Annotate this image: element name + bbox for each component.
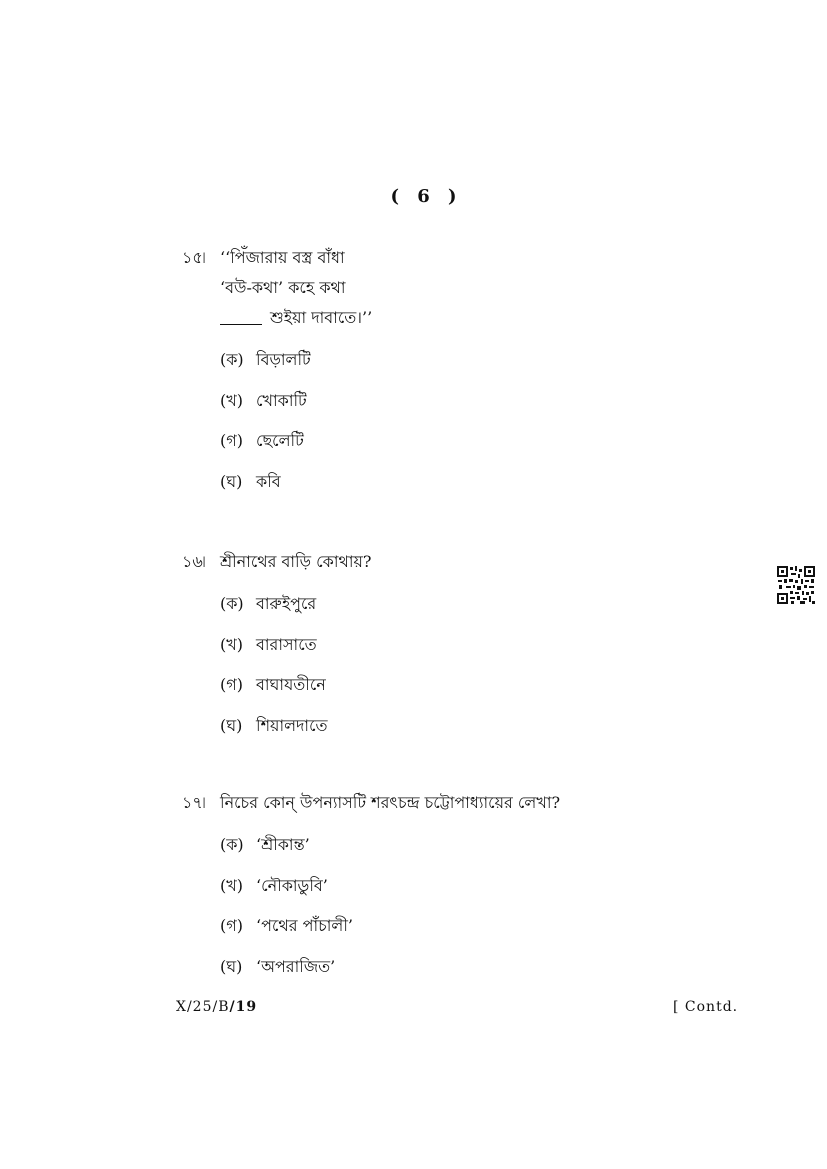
option-text: শিয়ালদাতে xyxy=(256,715,328,735)
qr-code-icon xyxy=(776,565,816,605)
option-text: ‘নৌকাডুবি’ xyxy=(256,875,328,895)
option-text: কবি xyxy=(256,471,281,491)
option-label: (ঘ) xyxy=(220,471,243,491)
option-kha xyxy=(220,871,742,912)
question-stem: ‘বউ-কথা’ কহে কথা xyxy=(220,278,346,297)
options-list xyxy=(182,830,742,992)
option-label: (ঘ) xyxy=(220,956,243,976)
option-text: বিড়ালটি xyxy=(256,350,311,369)
option-gha xyxy=(220,711,742,752)
question-15-line-1 xyxy=(182,243,742,273)
option-kha xyxy=(220,630,742,671)
option-text: ‘পথের পাঁচালী’ xyxy=(256,916,353,935)
continued-marker: [ Contd. xyxy=(673,999,739,1015)
option-label: (ঘ) xyxy=(220,715,243,735)
options-list xyxy=(182,589,742,751)
option-text: ছেলেটি xyxy=(256,431,304,450)
option-label: (খ) xyxy=(220,875,243,895)
option-label: (ক) xyxy=(220,835,244,854)
question-number: ১৫৷ xyxy=(182,248,206,267)
question-15-line-3 xyxy=(182,303,742,333)
option-label: (গ) xyxy=(220,431,243,450)
option-label: (ক) xyxy=(220,350,244,369)
option-label: (খ) xyxy=(220,390,243,410)
option-label: (গ) xyxy=(220,916,243,935)
question-stem: ‘‘পিঁজারায় বস্ত্র বাঁধা xyxy=(220,248,345,267)
fill-in-blank xyxy=(220,306,262,325)
question-stem: শ্রীনাথের বাড়ি কোথায়? xyxy=(220,552,372,571)
paper-code-suffix: /19 xyxy=(229,999,258,1015)
option-ka xyxy=(220,589,742,630)
option-ga xyxy=(220,426,742,467)
paper-code-prefix: X/25/B xyxy=(176,999,230,1015)
paper-code xyxy=(176,999,257,1015)
option-text: ‘অপরাজিত’ xyxy=(256,956,336,976)
question-number: ১৭৷ xyxy=(182,793,206,812)
option-ga xyxy=(220,670,742,711)
option-gha xyxy=(220,467,742,508)
question-16-line-1 xyxy=(182,547,742,577)
option-ka xyxy=(220,345,742,386)
question-15 xyxy=(182,243,742,507)
question-stem: শুইয়া দাবাতে।’’ xyxy=(270,308,373,327)
option-text: বারাসাতে xyxy=(256,634,317,654)
page-number: ( 6 ) xyxy=(390,186,463,207)
option-label: (গ) xyxy=(220,675,243,694)
question-17 xyxy=(182,788,742,992)
option-label: (খ) xyxy=(220,634,243,654)
option-text: ‘শ্রীকান্ত’ xyxy=(256,835,310,854)
option-text: বারুইপুরে xyxy=(256,594,317,613)
question-number: ১৬৷ xyxy=(182,552,206,571)
option-label: (ক) xyxy=(220,594,244,613)
option-ga xyxy=(220,911,742,952)
question-17-line-1 xyxy=(182,788,742,818)
question-stem: নিচের কোন্ উপন্যাসটি শরৎচন্দ্র চট্টোপাধ্যায়ের লেখা? xyxy=(220,793,561,812)
option-text: খোকাটি xyxy=(256,390,307,410)
option-text: বাঘাযতীনে xyxy=(256,675,326,694)
question-16 xyxy=(182,547,742,751)
question-15-line-2 xyxy=(182,273,742,303)
option-kha xyxy=(220,386,742,427)
options-list xyxy=(182,345,742,507)
option-gha xyxy=(220,952,742,993)
option-ka xyxy=(220,830,742,871)
